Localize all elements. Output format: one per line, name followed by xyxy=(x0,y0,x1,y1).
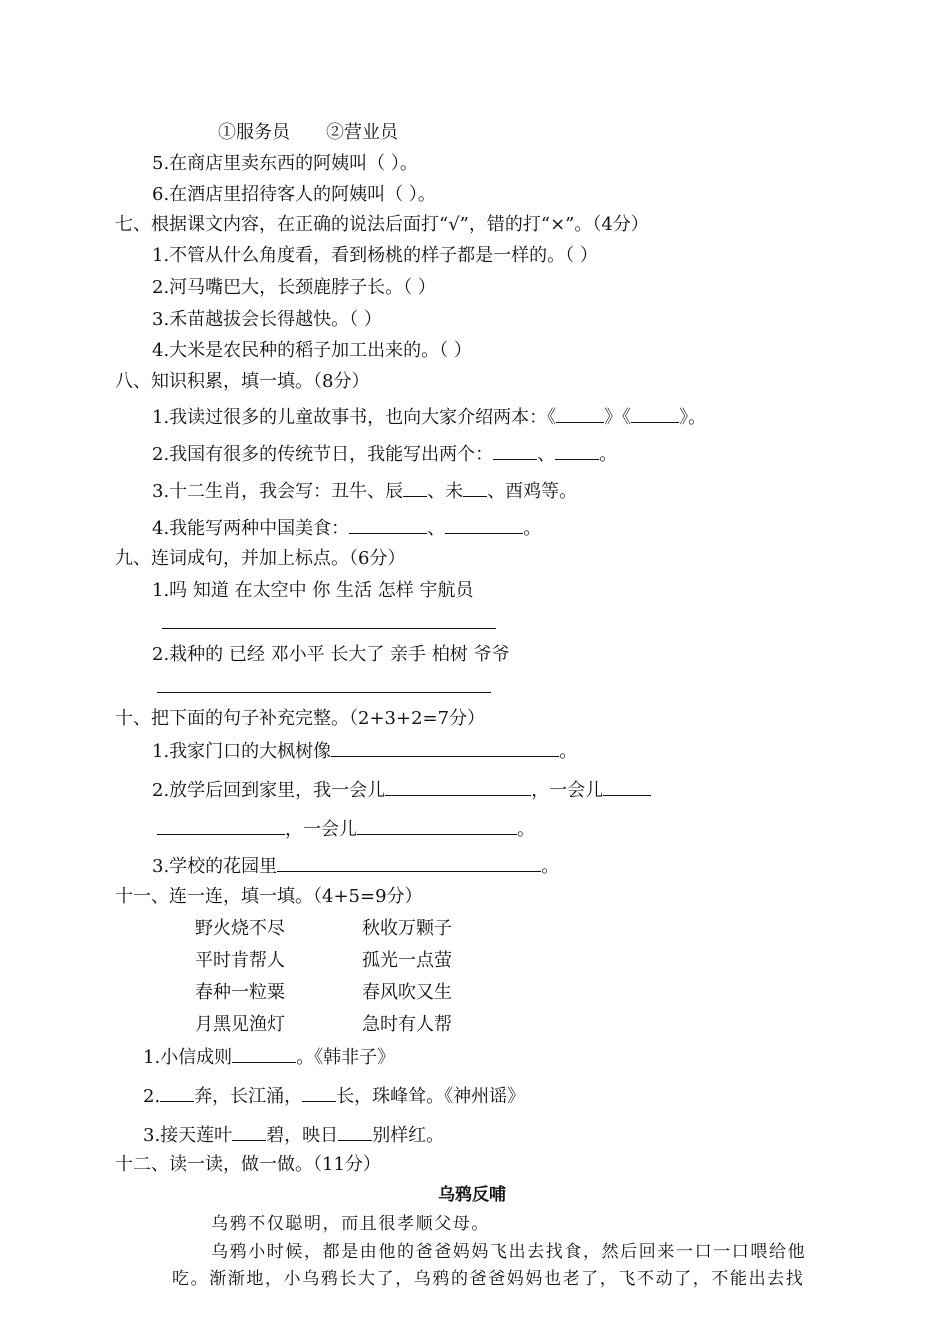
answer-blank[interactable] xyxy=(603,779,651,796)
answer-blank[interactable] xyxy=(331,740,559,757)
question-6-6: 6.在酒店里招待客人的阿姨叫（ ）。 xyxy=(152,184,436,205)
section-10-title: 十、把下面的句子补充完整。（2+3+2=7分） xyxy=(115,708,486,729)
answer-blank[interactable] xyxy=(403,480,427,497)
question-6-5: 5.在商店里卖东西的阿姨叫（ ）。 xyxy=(152,153,418,174)
section-9-title: 九、连词成句，并加上标点。（6分） xyxy=(115,548,406,569)
match-right-4[interactable]: 急时有人帮 xyxy=(362,1014,452,1035)
question-7-2: 2.河马嘴巴大，长颈鹿脖子长。（ ） xyxy=(152,277,436,298)
story-title: 乌鸦反哺 xyxy=(438,1185,506,1205)
question-8-3: 3.十二生肖，我会写：丑牛、辰 、未 、酉鸡等。 xyxy=(152,481,578,502)
option-2: ②营业员 xyxy=(326,122,398,143)
question-9-1: 1.吗 知道 在太空中 你 生活 怎样 宇航员 xyxy=(152,580,474,601)
story-paragraph-2-line-2: 吃。渐渐地，小乌鸦长大了，乌鸦的爸爸妈妈也老了，飞不动了，不能出去找 xyxy=(172,1269,805,1289)
answer-blank[interactable] xyxy=(385,779,531,796)
option-1: ①服务员 xyxy=(218,122,290,143)
answer-blank[interactable] xyxy=(631,406,679,423)
answer-blank[interactable] xyxy=(357,818,517,835)
match-right-2[interactable]: 孤光一点萤 xyxy=(362,950,452,971)
answer-line[interactable] xyxy=(162,628,496,629)
fill-11-3: 3.接天莲叶 碧，映日 别样红。 xyxy=(143,1125,445,1146)
question-10-2-cont: ，一会儿 。 xyxy=(157,818,535,841)
answer-blank[interactable] xyxy=(493,443,537,460)
question-10-1: 1.我家门口的大枫树像 。 xyxy=(152,741,578,762)
answer-blank[interactable] xyxy=(277,855,541,872)
answer-blank[interactable] xyxy=(349,517,427,534)
answer-blank[interactable] xyxy=(445,517,523,534)
story-paragraph-2-line-1: 乌鸦小时候，都是由他的爸爸妈妈飞出去找食，然后回来一口一口喂给他 xyxy=(211,1242,807,1262)
answer-blank[interactable] xyxy=(232,1046,296,1063)
answer-blank[interactable] xyxy=(463,480,487,497)
question-7-1: 1.不管从什么角度看，看到杨桃的样子都是一样的。（ ） xyxy=(152,245,598,266)
answer-blank[interactable] xyxy=(157,818,285,835)
answer-blank[interactable] xyxy=(160,1085,194,1102)
story-paragraph-1: 乌鸦不仅聪明，而且很孝顺父母。 xyxy=(211,1214,490,1234)
option-row xyxy=(218,122,398,144)
question-8-4: 4.我能写两种中国美食： 、 。 xyxy=(152,518,542,539)
question-9-2: 2.栽种的 已经 邓小平 长大了 亲手 柏树 爷爷 xyxy=(152,644,510,665)
question-8-2: 2.我国有很多的传统节日，我能写出两个： 、 。 xyxy=(152,444,618,465)
match-left-1[interactable]: 野火烧不尽 xyxy=(195,918,285,939)
answer-blank[interactable] xyxy=(555,443,599,460)
question-10-2: 2.放学后回到家里，我一会儿 ，一会儿 xyxy=(152,779,651,802)
answer-blank[interactable] xyxy=(302,1085,336,1102)
answer-blank[interactable] xyxy=(232,1124,266,1141)
section-12-title: 十二、读一读，做一做。（11分） xyxy=(115,1154,381,1175)
section-11-title: 十一、连一连，填一填。（4+5=9分） xyxy=(115,886,423,907)
match-right-3[interactable]: 春风吹又生 xyxy=(362,982,452,1003)
section-7-title: 七、根据课文内容，在正确的说法后面打“√”，错的打“×”。（4分） xyxy=(115,214,649,235)
match-left-3[interactable]: 春种一粒粟 xyxy=(195,982,285,1003)
fill-11-2: 2. 奔，长江涌， 长，珠峰耸。《神州谣》 xyxy=(143,1086,526,1107)
match-right-1[interactable]: 秋收万颗子 xyxy=(362,918,452,939)
question-10-3: 3.学校的花园里 。 xyxy=(152,856,560,877)
answer-line[interactable] xyxy=(157,692,491,693)
match-left-2[interactable]: 平时肯帮人 xyxy=(195,950,285,971)
question-7-3: 3.禾苗越拔会长得越快。（ ） xyxy=(152,309,382,330)
question-7-4: 4.大米是农民种的稻子加工出来的。（ ） xyxy=(152,340,472,361)
section-8-title: 八、知识积累，填一填。（8分） xyxy=(115,371,370,392)
match-left-4[interactable]: 月黑见渔灯 xyxy=(195,1014,285,1035)
question-8-1: 1.我读过很多的儿童故事书，也向大家介绍两本：《 》《 》。 xyxy=(152,407,707,428)
fill-11-1: 1.小信成则 。《韩非子》 xyxy=(143,1047,396,1068)
answer-blank[interactable] xyxy=(556,406,604,423)
answer-blank[interactable] xyxy=(338,1124,372,1141)
